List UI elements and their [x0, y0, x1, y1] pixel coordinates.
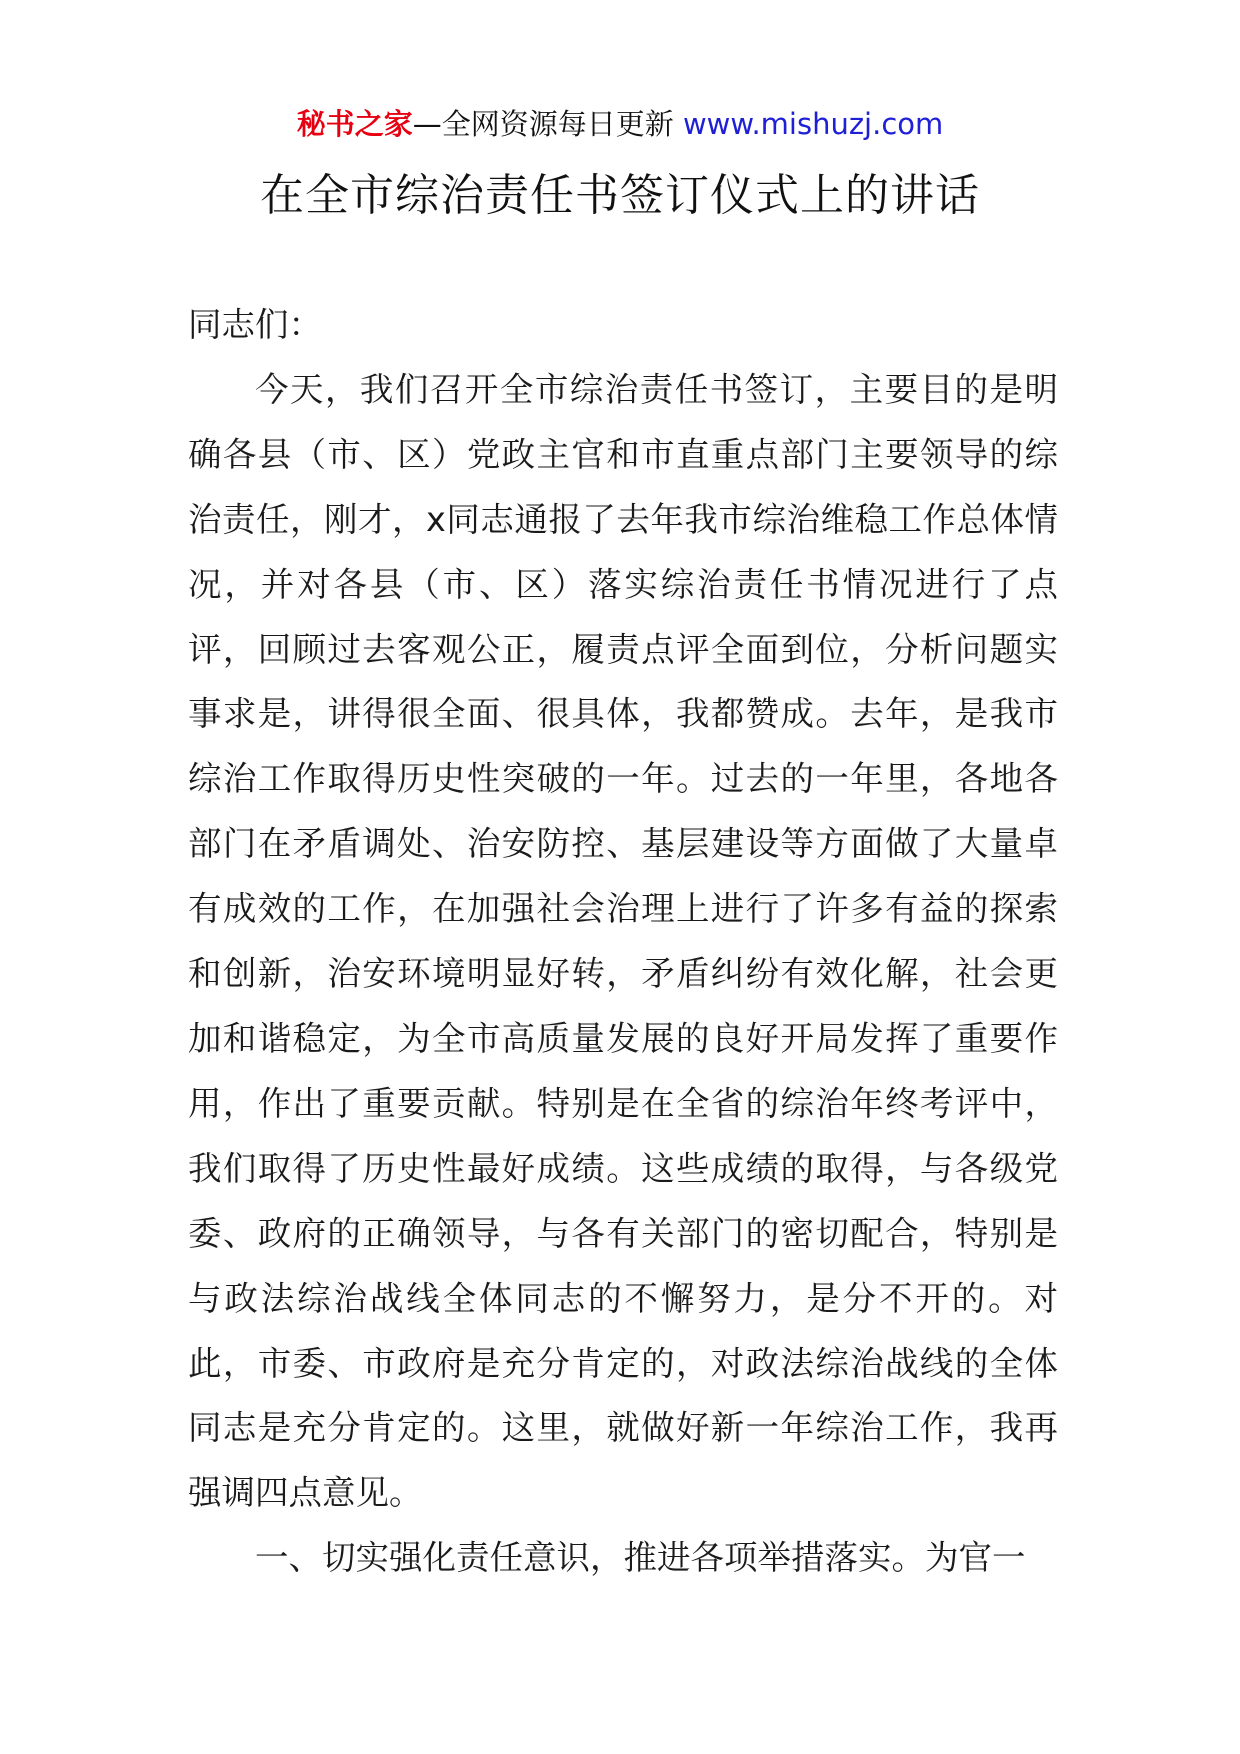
- paragraph-intro: 今天，我们召开全市综治责任书签订，主要目的是明确各县（市、区）党政主官和市直重点部门主要领导的综治责任，刚才，x同志通报了去年我市综治维稳工作总体情况，并对各县（市、区）落实综治责任书情况进行了点评，回顾过去客观公正，履责点评全面到位，分析问题实事求是，讲得很全面、很具体，我都赞成。去年，是我市综治工作取得历史性突破的一年。过去的一年里，各地各部门在矛盾调处、治安防控、基层建设等方面做了大量卓有成效的工作，在加强社会治理上进行了许多有益的探索和创新，治安环境明显好转，矛盾纠纷有效化解，社会更加和谐稳定，为全市高质量发展的良好开局发挥了重要作用，作出了重要贡献。特别是在全省的综治年终考评中，我们取得了历史性最好成绩。这些成绩的取得，与各级党委、政府的正确领导，与各有关部门的密切配合，特别是与政法综治战线全体同志的不懈努力，是分不开的。对此，市委、市政府是充分肯定的，对政法综治战线的全体同志是充分肯定的。这里，就做好新一年综治工作，我再强调四点意见。: [188, 369, 1058, 1513]
- document-title: 在全市综治责任书签订仪式上的讲话: [260, 170, 980, 221]
- site-slogan: —全网资源每日更新: [412, 107, 683, 141]
- paragraph-section-1: [188, 1526, 1058, 1591]
- site-brand: 秘书之家: [296, 107, 413, 141]
- site-banner: [0, 104, 1240, 144]
- site-url-link[interactable]: www.mishuzj.com: [682, 107, 944, 141]
- document-body: [188, 293, 1058, 1591]
- section-heading: 一、切实强化责任意识，推进各项举措落实。: [255, 1538, 925, 1578]
- salutation: 同志们：: [188, 305, 322, 344]
- section-text: 为官一: [925, 1538, 1026, 1578]
